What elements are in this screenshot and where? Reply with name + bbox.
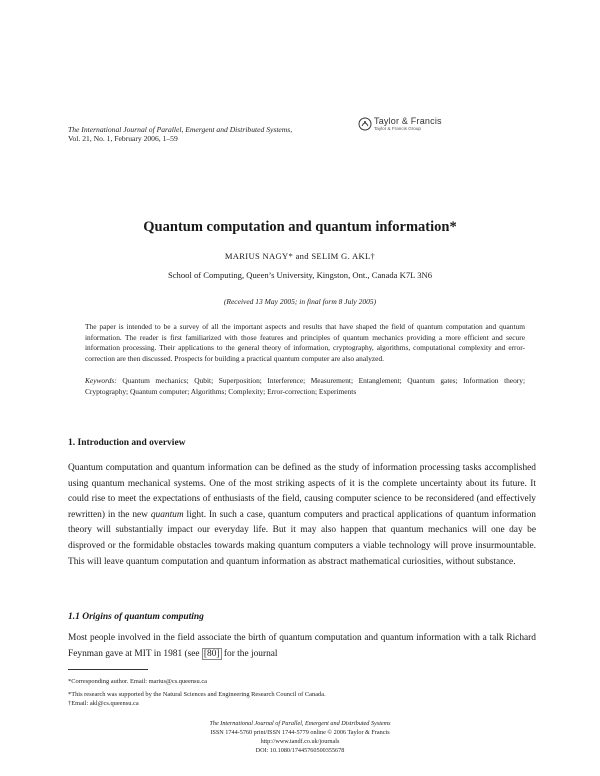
paragraph-text: for the journal <box>221 648 278 659</box>
footer-url[interactable]: http://www.tandf.co.uk/journals <box>260 738 340 745</box>
article-authors: MARIUS NAGY* and SELIM G. AKL† <box>224 251 376 261</box>
volume-info: Vol. 21, No. 1, February 2006, 1–59 <box>68 134 178 143</box>
footer-doi: DOI: 10.1080/17445760500355678 <box>255 747 345 754</box>
paragraph-text: Most people involved in the field associate the birth of quantum computation and quantum information with a talk Richard Feynman gave at MIT in 1981 (see <box>68 633 536 659</box>
paragraph <box>68 461 536 570</box>
journal-name: The International Journal of Parallel, Emergent and Distributed Systems, <box>68 125 293 134</box>
abstract <box>85 322 525 364</box>
publisher-logo <box>358 116 448 134</box>
section-introduction-body <box>68 461 536 570</box>
citation-link[interactable]: [80] <box>203 648 220 659</box>
keywords <box>85 376 525 397</box>
footnote-email: †Email: akl@cs.queensu.ca <box>68 700 139 707</box>
publisher-logo-text: Taylor & Francis <box>374 116 442 126</box>
publisher-logo-subtext: Taylor & Francis Group <box>374 126 421 131</box>
publisher-logo-icon <box>358 117 372 131</box>
section-heading-origins: 1.1 Origins of quantum computing <box>68 612 204 622</box>
paragraph-text: Quantum computation and quantum information can be defined as the study of information processing tasks accomplished using quantum mechanical systems. One of the most striking aspects of it is the complete uncertainty about its future. It could rise to meet the expectations of enthusiasts of the field, causing computer science to be reconsidered (and effectively rewritten) in the new <box>68 463 536 520</box>
footnote-divider <box>68 669 148 670</box>
section-heading-introduction: 1. Introduction and overview <box>68 438 186 448</box>
footer-issn: ISSN 1744-5760 print/ISSN 1744-5779 online © 2006 Taylor & Francis <box>210 729 390 736</box>
paragraph <box>68 631 536 662</box>
section-origins-body <box>68 631 536 662</box>
abstract-text: The paper is intended to be a survey of all the important aspects and results that have shaped the field of quantum computation and quantum information. The reader is first familiarized with those features and principles of quantum mechanics providing a more efficient and secure information processing. Their applications to the general theory of information, cryptography, algorithms, computational complexity and error-correction are then discussed. Prospects for building a practical quantum computer are also analyzed. <box>85 322 525 363</box>
article-title: Quantum computation and quantum information* <box>143 219 457 235</box>
article-affiliation: School of Computing, Queen’s University, Kingston, Ont., Canada K7L 3N6 <box>167 270 433 280</box>
footnote-corresponding: *Corresponding author. Email: marius@cs.queensu.ca <box>68 678 207 685</box>
received-dates: (Received 13 May 2005; in final form 8 July 2005) <box>223 297 377 306</box>
paragraph-text: light. In such a case, quantum computers and practical applications of quantum information theory will substantially impact our everyday life. But it may also happen that quantum mechanics will one day be disproved or the formidable obstacles towards making quantum computers a viable technology will prove insurmountable. This will leave quantum computation and quantum information as abstract mathematical curiosities, without substance. <box>68 509 536 567</box>
footnote-support: *This research was supported by the Natural Sciences and Engineering Research Council of Canada. <box>68 691 326 698</box>
emphasis-text: quantum <box>150 509 184 520</box>
footer-journal: The International Journal of Parallel, Emergent and Distributed Systems <box>209 720 391 727</box>
keywords-label: Keywords: <box>85 376 117 385</box>
keywords-text: Quantum mechanics; Qubit; Superposition; Interference; Measurement; Entanglement; Quantum gates; Information theory; Cryptography; Quantum computer; Algorithms; Complexity; Error-correction; Experiments <box>85 376 525 396</box>
